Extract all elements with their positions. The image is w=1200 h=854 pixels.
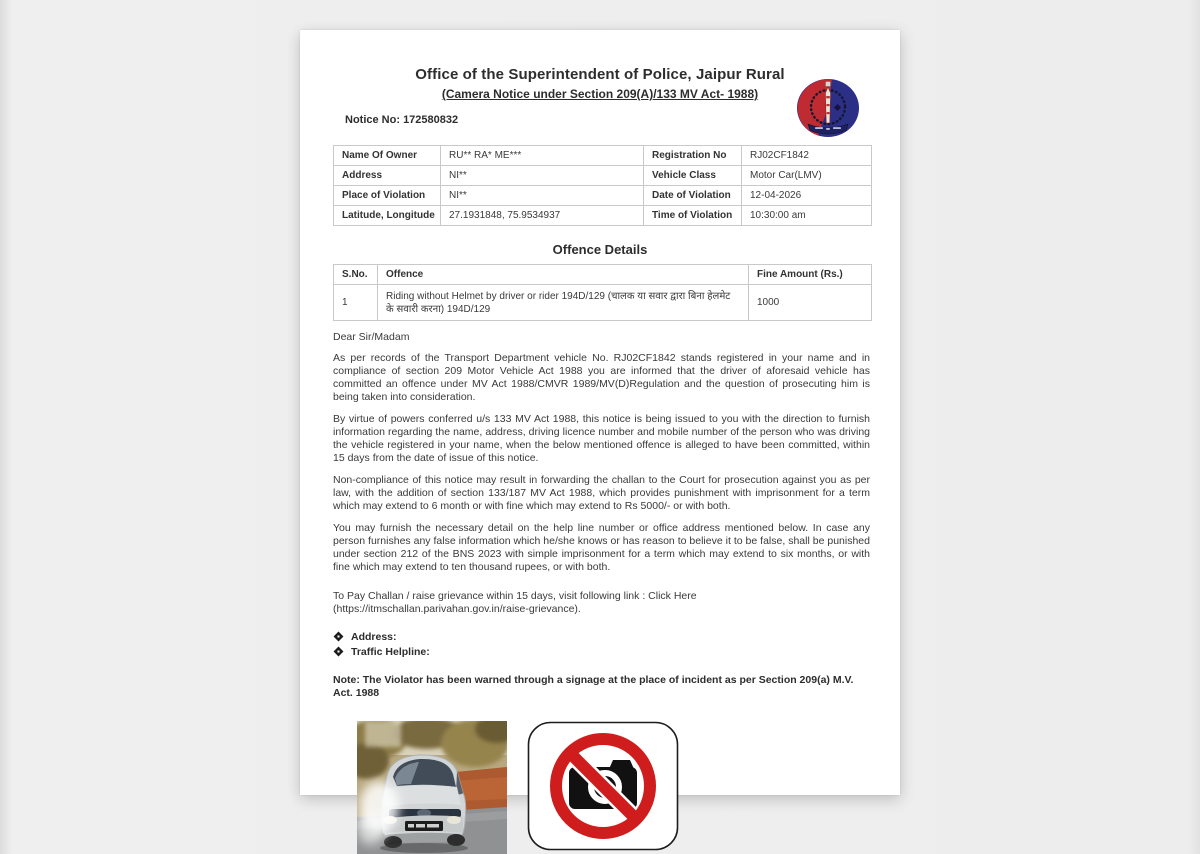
field-value: NI** xyxy=(441,166,644,186)
field-label: Time of Violation xyxy=(644,206,742,226)
field-value: Motor Car(LMV) xyxy=(742,166,872,186)
diamond-bullet-icon xyxy=(334,647,344,657)
vehicle-photo xyxy=(357,721,507,854)
pay-challan-link-line: To Pay Challan / raise grievance within 15 days, visit following link : Click Here (https://itmschallan.parivahan.gov.in/raise-grievance). xyxy=(333,590,697,615)
field-value: RJ02CF1842 xyxy=(742,146,872,166)
no-camera-icon xyxy=(527,721,679,851)
field-label: Name Of Owner xyxy=(334,146,441,166)
field-label: Address xyxy=(334,166,441,186)
field-label: Date of Violation xyxy=(644,186,742,206)
offence-fine: 1000 xyxy=(749,285,872,321)
offence-description: Riding without Helmet by driver or rider 194D/129 (चालक या सवार द्वारा बिना हेलमेट के सवारी करना) 194D/129 xyxy=(378,285,749,321)
traffic-helpline-label: Traffic Helpline: xyxy=(351,645,430,658)
body-paragraph: By virtue of powers conferred u/s 133 MV Act 1988, this notice is being issued to you with the direction to furnish information regarding the name, address, driving licence number and mobile number of the person who was driving the vehicle registered in your name, when the below mentioned offence is alleged to have been committed, within 15 days from the date of issue of this notice. xyxy=(333,413,870,464)
column-header-offence: Offence xyxy=(378,265,749,285)
address-label: Address: xyxy=(351,630,397,643)
field-label: Registration No xyxy=(644,146,742,166)
notice-document-page xyxy=(300,30,900,795)
table-row xyxy=(334,186,872,206)
field-value: 27.1931848, 75.9534937 xyxy=(441,206,644,226)
field-label: Place of Violation xyxy=(334,186,441,206)
table-header-row xyxy=(334,265,872,285)
field-value: NI** xyxy=(441,186,644,206)
page-subtitle: (Camera Notice under Section 209(A)/133 MV Act- 1988) xyxy=(441,87,759,101)
contact-bullet-list xyxy=(334,629,870,659)
list-item xyxy=(334,629,870,644)
field-value: 10:30:00 am xyxy=(742,206,872,226)
table-row xyxy=(334,146,872,166)
column-header-sno: S.No. xyxy=(334,265,378,285)
warning-note: Note: The Violator has been warned through a signage at the place of incident as per Section 209(a) M.V. Act. 1988 xyxy=(333,674,854,699)
evidence-images xyxy=(357,721,900,854)
notice-number-label: Notice No: xyxy=(345,114,400,126)
field-label: Latitude, Longitude xyxy=(334,206,441,226)
field-value: 12-04-2026 xyxy=(742,186,872,206)
list-item xyxy=(334,644,870,659)
salutation: Dear Sir/Madam xyxy=(333,331,410,343)
table-row xyxy=(334,206,872,226)
offence-details-heading: Offence Details xyxy=(552,242,648,257)
field-value: RU** RA* ME*** xyxy=(441,146,644,166)
notice-number-value: 172580832 xyxy=(403,114,459,126)
page-title: Office of the Superintendent of Police, Jaipur Rural xyxy=(415,66,785,83)
document-header xyxy=(300,30,900,126)
body-paragraph: You may furnish the necessary detail on the help line number or office address mentioned below. In case any person furnishes any false information which he/she knows or has reason to believe it to be false, shall be punished under section 212 of the BNS 2023 with simple imprisonment for a term which may extend to six months, or with fine which may extend to ten thousand rupees, or with both. xyxy=(333,522,870,573)
table-row xyxy=(334,285,872,321)
offence-details-table xyxy=(333,264,872,321)
column-header-fine: Fine Amount (Rs.) xyxy=(749,265,872,285)
body-paragraph: Non-compliance of this notice may result in forwarding the challan to the Court for prosecution against you as per law, with the addition of section 133/187 MV Act 1988, which provides punishment with imprisonment for a term which may extend to 6 month or with fine which may extend to Rs 5000/- or with both. xyxy=(333,474,870,512)
diamond-bullet-icon xyxy=(334,632,344,642)
police-emblem-icon xyxy=(796,78,860,138)
owner-details-table xyxy=(333,145,872,226)
field-label: Vehicle Class xyxy=(644,166,742,186)
table-row xyxy=(334,166,872,186)
offence-sno: 1 xyxy=(334,285,378,321)
body-paragraph: As per records of the Transport Department vehicle No. RJ02CF1842 stands registered in your name and in compliance of section 209 Motor Vehicle Act 1988 you are informed that the driver of aforesaid vehicle has committed an offence under MV Act 1988/CMVR 1989/MV(D)Regulation and the question of prosecuting him is being taken into consideration. xyxy=(333,352,870,403)
